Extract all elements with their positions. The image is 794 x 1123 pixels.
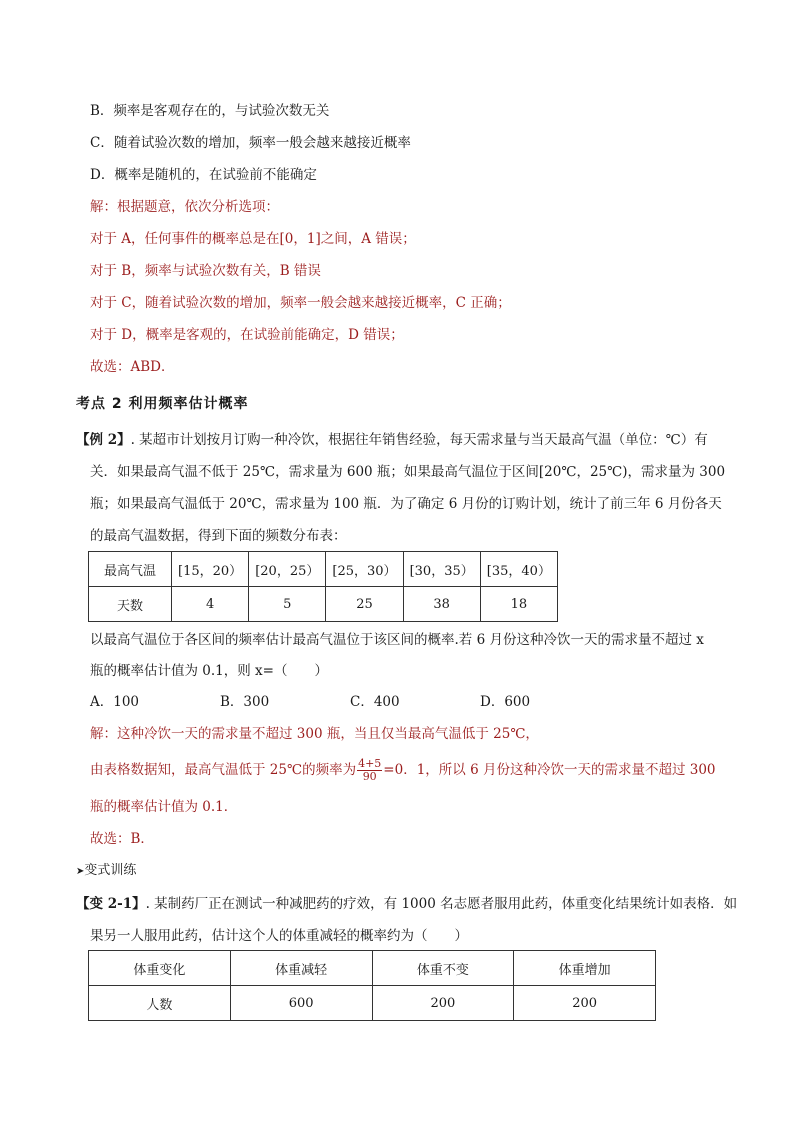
table-cell: 最高气温 [89,552,172,587]
table-cell: 人数 [89,986,231,1021]
solution-text: =0．1，所以 6 月份这种冷饮一天的需求量不超过 300 [383,762,716,778]
option-c: C．400 [350,694,400,710]
table-cell: 4 [172,587,249,622]
practice-line-1 [76,894,737,914]
weight-change-table [88,950,656,1021]
practice-text: . 某制药厂正在测试一种减肥药的疗效，有 1000 名志愿者服用此药，体重变化结果统计如表格．如 [145,896,738,912]
example-2-solution-answer: 故选：B． [90,831,154,847]
table-cell: [20，25） [249,552,326,587]
example-2-line-3: 瓶；如果最高气温低于 20℃，需求量为 100 瓶．为了确定 6 月份的订购计划，统计了前三年 6 月份各天 [90,496,722,512]
temperature-frequency-table [88,551,558,622]
example-2-solution-1: 解：这种冷饮一天的需求量不超过 300 瓶，当且仅当最高气温低于 25℃， [90,726,539,742]
table-cell: [30，35） [403,552,480,587]
example-2-options [90,692,610,712]
option-b: B．频率是客观存在的，与试验次数无关 [90,103,330,119]
table-cell: 天数 [89,587,172,622]
table-cell: 体重不变 [372,951,514,986]
option-b: B．300 [220,694,270,710]
example-2-label: 【例 2】 [76,432,131,448]
practice-label: 【变 2-1】 [76,896,146,912]
practice-heading-text: 变式训练 [84,863,137,878]
practice-line-2: 果另一人服用此药，估计这个人的体重减轻的概率约为（ ） [90,928,468,944]
table-cell: 体重增加 [514,951,656,986]
example-2-after-2: 瓶的概率估计值为 0.1，则 x=（ ） [90,663,328,679]
example-2-solution-2 [90,758,716,783]
option-c: C．随着试验次数的增加，频率一般会越来越接近概率 [90,135,411,151]
example-2-line-2: 关．如果最高气温不低于 25℃，需求量为 600 瓶；如果最高气温位于区间[20℃，25℃)，需求量为 300 [90,464,726,480]
option-d: D．概率是随机的，在试验前不能确定 [90,167,317,183]
table-cell: 38 [403,587,480,622]
solution-line-d: 对于 D，概率是客观的，在试验前能确定，D 错误； [90,327,404,343]
example-2-line-4: 的最高气温数据，得到下面的频数分布表： [90,528,347,544]
fraction-denominator: 90 [362,770,377,783]
table-row [89,587,558,622]
solution-intro: 解：根据题意，依次分析选项： [90,199,279,215]
fraction [357,758,382,783]
arrow-bullet-icon: ➤ [76,866,85,877]
table-cell: 600 [230,986,372,1021]
table-header-row [89,951,656,986]
table-cell: 5 [249,587,326,622]
table-cell: 体重变化 [89,951,231,986]
option-d: D．600 [480,694,531,710]
fraction-numerator: 4+5 [358,757,382,770]
table-cell: 200 [372,986,514,1021]
option-a: A．100 [90,694,140,710]
table-cell: [25，30） [326,552,403,587]
table-header-row [89,552,558,587]
solution-text: 由表格数据知，最高气温低于 25℃的频率为 [90,762,357,778]
solution-line-b: 对于 B，频率与试验次数有关，B 错误 [90,263,321,279]
practice-heading [76,861,136,882]
table-cell: [35，40） [480,552,557,587]
table-cell: 25 [326,587,403,622]
example-2-solution-3: 瓶的概率估计值为 0.1． [90,799,238,815]
table-cell: 18 [480,587,557,622]
section-heading: 考点 2 利用频率估计概率 [76,396,249,412]
table-cell: 体重减轻 [230,951,372,986]
solution-line-c: 对于 C，随着试验次数的增加，频率一般会越来越接近概率，C 正确； [90,295,511,311]
example-2-text: . 某超市计划按月订购一种冷饮，根据往年销售经验，每天需求量与当天最高气温（单位：℃）有 [130,432,708,448]
solution-answer: 故选：ABD． [90,359,175,375]
table-cell: 200 [514,986,656,1021]
table-row [89,986,656,1021]
table-cell: [15，20） [172,552,249,587]
example-2-after-1: 以最高气温位于各区间的频率估计最高气温位于该区间的概率.若 6 月份这种冷饮一天的需求量不超过 x [90,632,704,648]
example-2-line-1 [76,430,708,450]
solution-line-a: 对于 A，任何事件的概率总是在[0，1]之间，A 错误； [90,231,416,247]
